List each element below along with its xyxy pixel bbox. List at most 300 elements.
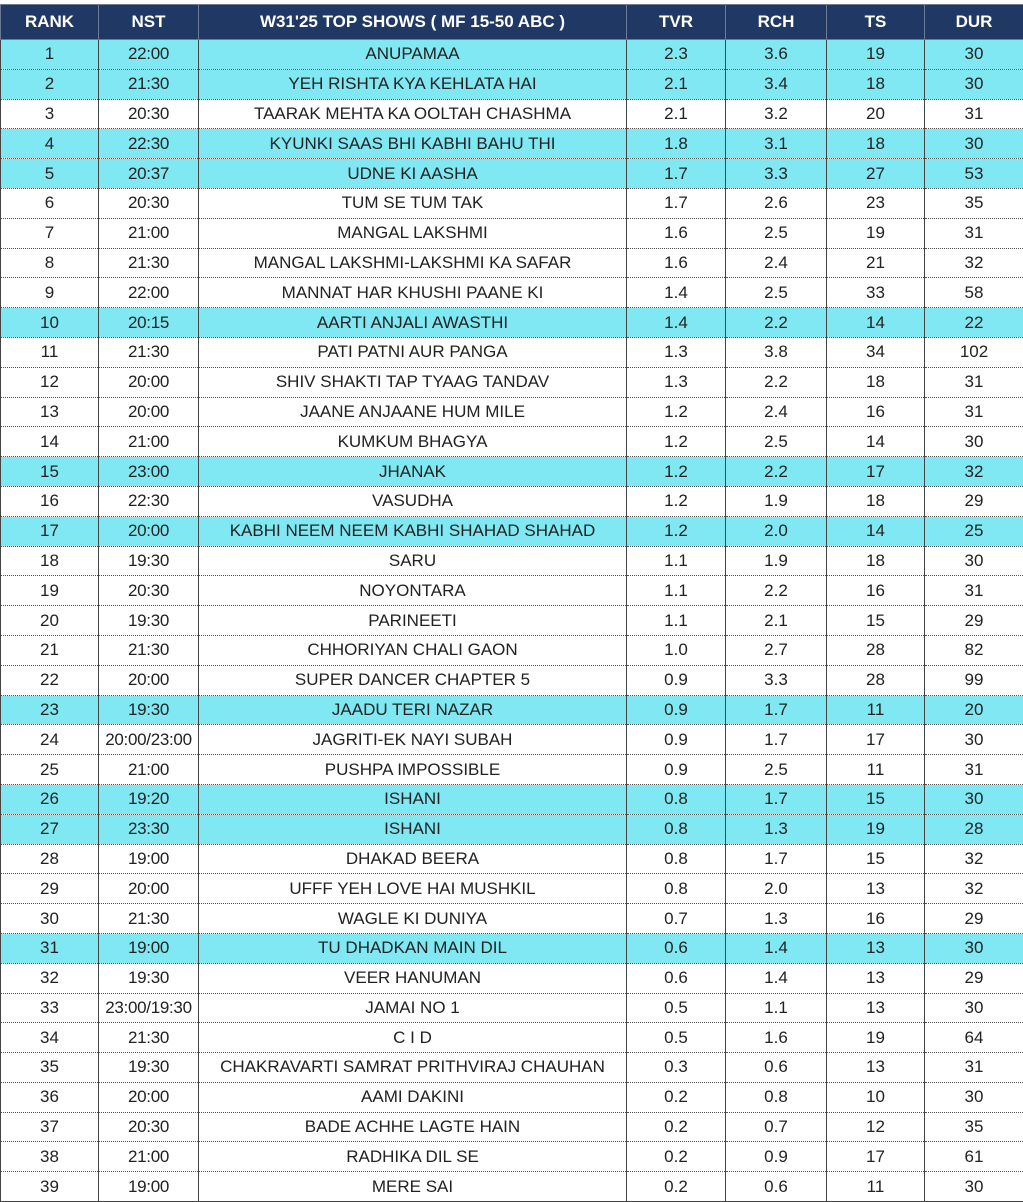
table-row xyxy=(1,40,1023,70)
cell-tvr: 0.5 xyxy=(627,1023,726,1053)
cell-tvr: 0.9 xyxy=(627,695,726,725)
cell-rch: 2.1 xyxy=(726,606,827,636)
table-row xyxy=(1,486,1023,516)
cell-nst: 20:00 xyxy=(99,367,199,397)
cell-show: KABHI NEEM NEEM KABHI SHAHAD SHAHAD xyxy=(199,516,627,546)
cell-dur: 35 xyxy=(925,188,1023,218)
table-row xyxy=(1,963,1023,993)
cell-rch: 2.5 xyxy=(726,218,827,248)
table-row xyxy=(1,188,1023,218)
cell-ts: 17 xyxy=(827,725,925,755)
cell-ts: 18 xyxy=(827,69,925,99)
cell-dur: 31 xyxy=(925,1053,1023,1083)
cell-show: TAARAK MEHTA KA OOLTAH CHASHMA xyxy=(199,99,627,129)
cell-ts: 28 xyxy=(827,665,925,695)
cell-rank: 34 xyxy=(1,1023,99,1053)
cell-rank: 24 xyxy=(1,725,99,755)
cell-nst: 19:30 xyxy=(99,963,199,993)
cell-nst: 22:30 xyxy=(99,129,199,159)
cell-tvr: 2.1 xyxy=(627,69,726,99)
cell-rank: 4 xyxy=(1,129,99,159)
cell-ts: 23 xyxy=(827,188,925,218)
cell-rank: 1 xyxy=(1,40,99,70)
cell-ts: 14 xyxy=(827,308,925,338)
cell-rch: 1.9 xyxy=(726,486,827,516)
cell-rank: 20 xyxy=(1,606,99,636)
cell-show: BADE ACHHE LAGTE HAIN xyxy=(199,1112,627,1142)
cell-rank: 23 xyxy=(1,695,99,725)
cell-tvr: 0.8 xyxy=(627,814,726,844)
table-row xyxy=(1,99,1023,129)
cell-ts: 15 xyxy=(827,784,925,814)
cell-dur: 30 xyxy=(925,1082,1023,1112)
cell-rank: 14 xyxy=(1,427,99,457)
table-row xyxy=(1,1023,1023,1053)
cell-ts: 33 xyxy=(827,278,925,308)
cell-rch: 2.2 xyxy=(726,457,827,487)
cell-show: JAGRITI-EK NAYI SUBAH xyxy=(199,725,627,755)
cell-ts: 18 xyxy=(827,367,925,397)
cell-tvr: 0.2 xyxy=(627,1112,726,1142)
cell-nst: 19:00 xyxy=(99,933,199,963)
cell-show: MANGAL LAKSHMI-LAKSHMI KA SAFAR xyxy=(199,248,627,278)
cell-dur: 32 xyxy=(925,457,1023,487)
cell-dur: 30 xyxy=(925,933,1023,963)
cell-tvr: 1.1 xyxy=(627,606,726,636)
cell-tvr: 1.2 xyxy=(627,486,726,516)
cell-rank: 12 xyxy=(1,367,99,397)
cell-rank: 11 xyxy=(1,337,99,367)
table-row xyxy=(1,933,1023,963)
cell-nst: 21:30 xyxy=(99,1023,199,1053)
cell-tvr: 0.7 xyxy=(627,904,726,934)
cell-rch: 0.6 xyxy=(726,1172,827,1202)
cell-nst: 23:00/19:30 xyxy=(99,993,199,1023)
table-row xyxy=(1,874,1023,904)
cell-ts: 17 xyxy=(827,457,925,487)
cell-show: AAMI DAKINI xyxy=(199,1082,627,1112)
cell-rch: 0.6 xyxy=(726,1053,827,1083)
cell-ts: 19 xyxy=(827,1023,925,1053)
cell-show: TU DHADKAN MAIN DIL xyxy=(199,933,627,963)
cell-rch: 1.7 xyxy=(726,844,827,874)
cell-nst: 20:30 xyxy=(99,99,199,129)
cell-dur: 31 xyxy=(925,367,1023,397)
cell-dur: 29 xyxy=(925,486,1023,516)
cell-tvr: 0.5 xyxy=(627,993,726,1023)
top-shows-table xyxy=(0,4,1023,1202)
table-row xyxy=(1,546,1023,576)
cell-nst: 20:37 xyxy=(99,159,199,189)
cell-rch: 2.5 xyxy=(726,427,827,457)
table-row xyxy=(1,665,1023,695)
table-row xyxy=(1,814,1023,844)
table-row xyxy=(1,1112,1023,1142)
cell-ts: 28 xyxy=(827,635,925,665)
cell-ts: 11 xyxy=(827,755,925,785)
cell-tvr: 1.4 xyxy=(627,308,726,338)
cell-nst: 19:30 xyxy=(99,695,199,725)
cell-rch: 1.4 xyxy=(726,933,827,963)
cell-tvr: 1.6 xyxy=(627,248,726,278)
cell-tvr: 0.3 xyxy=(627,1053,726,1083)
cell-tvr: 1.3 xyxy=(627,367,726,397)
cell-nst: 20:00 xyxy=(99,397,199,427)
cell-rank: 9 xyxy=(1,278,99,308)
cell-ts: 13 xyxy=(827,963,925,993)
cell-show: AARTI ANJALI AWASTHI xyxy=(199,308,627,338)
cell-rch: 3.2 xyxy=(726,99,827,129)
cell-rank: 7 xyxy=(1,218,99,248)
cell-dur: 31 xyxy=(925,576,1023,606)
cell-show: WAGLE KI DUNIYA xyxy=(199,904,627,934)
cell-rch: 1.6 xyxy=(726,1023,827,1053)
table-row xyxy=(1,576,1023,606)
cell-dur: 31 xyxy=(925,397,1023,427)
header-row xyxy=(1,5,1023,40)
cell-nst: 23:30 xyxy=(99,814,199,844)
cell-show: CHAKRAVARTI SAMRAT PRITHVIRAJ CHAUHAN xyxy=(199,1053,627,1083)
cell-tvr: 1.8 xyxy=(627,129,726,159)
cell-rch: 3.8 xyxy=(726,337,827,367)
cell-ts: 15 xyxy=(827,606,925,636)
table-row xyxy=(1,308,1023,338)
cell-rank: 25 xyxy=(1,755,99,785)
cell-tvr: 1.1 xyxy=(627,546,726,576)
cell-dur: 30 xyxy=(925,40,1023,70)
cell-ts: 18 xyxy=(827,129,925,159)
table-row xyxy=(1,844,1023,874)
cell-dur: 35 xyxy=(925,1112,1023,1142)
cell-rank: 32 xyxy=(1,963,99,993)
cell-ts: 17 xyxy=(827,1142,925,1172)
cell-dur: 61 xyxy=(925,1142,1023,1172)
cell-nst: 20:30 xyxy=(99,1112,199,1142)
cell-ts: 18 xyxy=(827,486,925,516)
cell-dur: 32 xyxy=(925,874,1023,904)
cell-tvr: 0.9 xyxy=(627,665,726,695)
table-row xyxy=(1,1142,1023,1172)
cell-rank: 18 xyxy=(1,546,99,576)
cell-dur: 30 xyxy=(925,69,1023,99)
cell-nst: 20:30 xyxy=(99,576,199,606)
cell-rch: 3.1 xyxy=(726,129,827,159)
cell-show: PARINEETI xyxy=(199,606,627,636)
table-row xyxy=(1,1172,1023,1202)
cell-ts: 34 xyxy=(827,337,925,367)
cell-tvr: 1.0 xyxy=(627,635,726,665)
cell-nst: 19:30 xyxy=(99,546,199,576)
cell-show: YEH RISHTA KYA KEHLATA HAI xyxy=(199,69,627,99)
cell-ts: 13 xyxy=(827,993,925,1023)
cell-tvr: 1.7 xyxy=(627,188,726,218)
cell-dur: 58 xyxy=(925,278,1023,308)
table-row xyxy=(1,337,1023,367)
cell-ts: 14 xyxy=(827,427,925,457)
cell-dur: 20 xyxy=(925,695,1023,725)
cell-tvr: 0.8 xyxy=(627,784,726,814)
cell-dur: 30 xyxy=(925,1172,1023,1202)
cell-dur: 32 xyxy=(925,248,1023,278)
cell-show: MANGAL LAKSHMI xyxy=(199,218,627,248)
cell-rch: 1.9 xyxy=(726,546,827,576)
cell-nst: 21:00 xyxy=(99,755,199,785)
cell-nst: 19:30 xyxy=(99,1053,199,1083)
cell-nst: 19:20 xyxy=(99,784,199,814)
cell-show: JHANAK xyxy=(199,457,627,487)
cell-show: UFFF YEH LOVE HAI MUSHKIL xyxy=(199,874,627,904)
cell-show: KUMKUM BHAGYA xyxy=(199,427,627,457)
cell-ts: 15 xyxy=(827,844,925,874)
table-row xyxy=(1,367,1023,397)
cell-rch: 3.3 xyxy=(726,159,827,189)
cell-ts: 19 xyxy=(827,814,925,844)
cell-tvr: 0.8 xyxy=(627,844,726,874)
cell-tvr: 2.3 xyxy=(627,40,726,70)
cell-tvr: 0.6 xyxy=(627,963,726,993)
cell-show: VEER HANUMAN xyxy=(199,963,627,993)
cell-rank: 27 xyxy=(1,814,99,844)
cell-rch: 2.4 xyxy=(726,397,827,427)
cell-dur: 32 xyxy=(925,844,1023,874)
cell-rank: 33 xyxy=(1,993,99,1023)
cell-rank: 39 xyxy=(1,1172,99,1202)
cell-nst: 21:00 xyxy=(99,218,199,248)
cell-rank: 21 xyxy=(1,635,99,665)
header-rank: RANK xyxy=(1,5,99,40)
cell-rch: 2.5 xyxy=(726,755,827,785)
cell-rank: 28 xyxy=(1,844,99,874)
cell-nst: 21:00 xyxy=(99,1142,199,1172)
cell-rank: 29 xyxy=(1,874,99,904)
cell-nst: 22:30 xyxy=(99,486,199,516)
cell-ts: 12 xyxy=(827,1112,925,1142)
header-nst: NST xyxy=(99,5,199,40)
cell-rch: 1.3 xyxy=(726,814,827,844)
cell-dur: 31 xyxy=(925,99,1023,129)
header-tvr: TVR xyxy=(627,5,726,40)
cell-rch: 1.7 xyxy=(726,784,827,814)
cell-rch: 1.3 xyxy=(726,904,827,934)
header-rch: RCH xyxy=(726,5,827,40)
cell-dur: 22 xyxy=(925,308,1023,338)
cell-nst: 20:00 xyxy=(99,1082,199,1112)
table-row xyxy=(1,248,1023,278)
cell-tvr: 1.3 xyxy=(627,337,726,367)
cell-ts: 18 xyxy=(827,546,925,576)
cell-show: SARU xyxy=(199,546,627,576)
cell-rank: 6 xyxy=(1,188,99,218)
header-dur: DUR xyxy=(925,5,1023,40)
cell-show: PATI PATNI AUR PANGA xyxy=(199,337,627,367)
table-row xyxy=(1,1082,1023,1112)
cell-ts: 16 xyxy=(827,397,925,427)
cell-dur: 29 xyxy=(925,904,1023,934)
cell-rank: 8 xyxy=(1,248,99,278)
table-row xyxy=(1,725,1023,755)
cell-rch: 3.6 xyxy=(726,40,827,70)
cell-nst: 21:00 xyxy=(99,427,199,457)
cell-rank: 36 xyxy=(1,1082,99,1112)
cell-dur: 31 xyxy=(925,218,1023,248)
cell-rch: 0.7 xyxy=(726,1112,827,1142)
cell-show: JAMAI NO 1 xyxy=(199,993,627,1023)
cell-dur: 102 xyxy=(925,337,1023,367)
cell-dur: 64 xyxy=(925,1023,1023,1053)
table-row xyxy=(1,606,1023,636)
cell-rank: 26 xyxy=(1,784,99,814)
cell-nst: 21:30 xyxy=(99,635,199,665)
cell-rch: 2.2 xyxy=(726,576,827,606)
cell-tvr: 0.9 xyxy=(627,755,726,785)
cell-tvr: 0.6 xyxy=(627,933,726,963)
cell-rch: 1.4 xyxy=(726,963,827,993)
cell-nst: 20:00 xyxy=(99,516,199,546)
table-row xyxy=(1,1053,1023,1083)
cell-nst: 19:30 xyxy=(99,606,199,636)
cell-show: ANUPAMAA xyxy=(199,40,627,70)
cell-rch: 1.1 xyxy=(726,993,827,1023)
cell-show: JAANE ANJAANE HUM MILE xyxy=(199,397,627,427)
cell-tvr: 1.4 xyxy=(627,278,726,308)
cell-show: MANNAT HAR KHUSHI PAANE KI xyxy=(199,278,627,308)
cell-tvr: 1.2 xyxy=(627,427,726,457)
cell-ts: 19 xyxy=(827,40,925,70)
cell-ts: 16 xyxy=(827,904,925,934)
cell-nst: 20:00 xyxy=(99,665,199,695)
cell-rank: 13 xyxy=(1,397,99,427)
cell-show: CHHORIYAN CHALI GAON xyxy=(199,635,627,665)
cell-show: UDNE KI AASHA xyxy=(199,159,627,189)
cell-show: TUM SE TUM TAK xyxy=(199,188,627,218)
cell-show: SUPER DANCER CHAPTER 5 xyxy=(199,665,627,695)
cell-tvr: 0.9 xyxy=(627,725,726,755)
cell-dur: 30 xyxy=(925,784,1023,814)
cell-tvr: 0.2 xyxy=(627,1172,726,1202)
cell-rch: 2.2 xyxy=(726,367,827,397)
cell-ts: 11 xyxy=(827,1172,925,1202)
cell-show: KYUNKI SAAS BHI KABHI BAHU THI xyxy=(199,129,627,159)
cell-rank: 35 xyxy=(1,1053,99,1083)
cell-nst: 20:30 xyxy=(99,188,199,218)
cell-nst: 21:30 xyxy=(99,904,199,934)
table-row xyxy=(1,516,1023,546)
cell-rank: 22 xyxy=(1,665,99,695)
table-row xyxy=(1,278,1023,308)
cell-show: ISHANI xyxy=(199,784,627,814)
cell-tvr: 1.6 xyxy=(627,218,726,248)
table-row xyxy=(1,695,1023,725)
cell-show: MERE SAI xyxy=(199,1172,627,1202)
cell-tvr: 1.2 xyxy=(627,457,726,487)
header-ts: TS xyxy=(827,5,925,40)
table-row xyxy=(1,993,1023,1023)
cell-nst: 21:30 xyxy=(99,337,199,367)
cell-show: NOYONTARA xyxy=(199,576,627,606)
cell-ts: 10 xyxy=(827,1082,925,1112)
cell-nst: 22:00 xyxy=(99,40,199,70)
cell-ts: 13 xyxy=(827,1053,925,1083)
table-body xyxy=(1,40,1023,1202)
table-row xyxy=(1,755,1023,785)
cell-nst: 20:00/23:00 xyxy=(99,725,199,755)
cell-show: ISHANI xyxy=(199,814,627,844)
cell-dur: 30 xyxy=(925,725,1023,755)
cell-dur: 29 xyxy=(925,606,1023,636)
cell-rch: 2.5 xyxy=(726,278,827,308)
cell-rank: 10 xyxy=(1,308,99,338)
cell-rank: 17 xyxy=(1,516,99,546)
cell-rank: 37 xyxy=(1,1112,99,1142)
table-row xyxy=(1,69,1023,99)
cell-show: RADHIKA DIL SE xyxy=(199,1142,627,1172)
cell-dur: 82 xyxy=(925,635,1023,665)
table-row xyxy=(1,784,1023,814)
cell-rch: 3.3 xyxy=(726,665,827,695)
cell-rank: 38 xyxy=(1,1142,99,1172)
cell-rch: 0.9 xyxy=(726,1142,827,1172)
cell-tvr: 1.7 xyxy=(627,159,726,189)
cell-ts: 13 xyxy=(827,933,925,963)
cell-ts: 11 xyxy=(827,695,925,725)
cell-nst: 22:00 xyxy=(99,278,199,308)
cell-nst: 21:30 xyxy=(99,69,199,99)
cell-dur: 30 xyxy=(925,129,1023,159)
table-row xyxy=(1,397,1023,427)
table-row xyxy=(1,427,1023,457)
cell-rank: 16 xyxy=(1,486,99,516)
cell-dur: 29 xyxy=(925,963,1023,993)
cell-dur: 30 xyxy=(925,427,1023,457)
cell-ts: 16 xyxy=(827,576,925,606)
header-show: W31'25 TOP SHOWS ( MF 15-50 ABC ) xyxy=(199,5,627,40)
cell-show: C I D xyxy=(199,1023,627,1053)
table-header xyxy=(1,5,1023,40)
cell-dur: 31 xyxy=(925,755,1023,785)
cell-nst: 19:00 xyxy=(99,1172,199,1202)
cell-rch: 0.8 xyxy=(726,1082,827,1112)
cell-tvr: 1.2 xyxy=(627,397,726,427)
cell-rch: 3.4 xyxy=(726,69,827,99)
cell-ts: 13 xyxy=(827,874,925,904)
cell-nst: 19:00 xyxy=(99,844,199,874)
cell-rank: 30 xyxy=(1,904,99,934)
cell-tvr: 1.2 xyxy=(627,516,726,546)
cell-rch: 1.7 xyxy=(726,725,827,755)
cell-rank: 2 xyxy=(1,69,99,99)
cell-dur: 28 xyxy=(925,814,1023,844)
cell-rch: 2.4 xyxy=(726,248,827,278)
cell-ts: 27 xyxy=(827,159,925,189)
cell-rank: 5 xyxy=(1,159,99,189)
table-row xyxy=(1,218,1023,248)
cell-tvr: 0.2 xyxy=(627,1082,726,1112)
cell-tvr: 0.2 xyxy=(627,1142,726,1172)
cell-dur: 99 xyxy=(925,665,1023,695)
cell-tvr: 1.1 xyxy=(627,576,726,606)
cell-rank: 15 xyxy=(1,457,99,487)
table-row xyxy=(1,457,1023,487)
cell-rank: 19 xyxy=(1,576,99,606)
cell-rch: 2.6 xyxy=(726,188,827,218)
cell-rank: 31 xyxy=(1,933,99,963)
cell-ts: 19 xyxy=(827,218,925,248)
cell-ts: 20 xyxy=(827,99,925,129)
cell-show: VASUDHA xyxy=(199,486,627,516)
cell-show: JAADU TERI NAZAR xyxy=(199,695,627,725)
table-row xyxy=(1,159,1023,189)
cell-nst: 21:30 xyxy=(99,248,199,278)
